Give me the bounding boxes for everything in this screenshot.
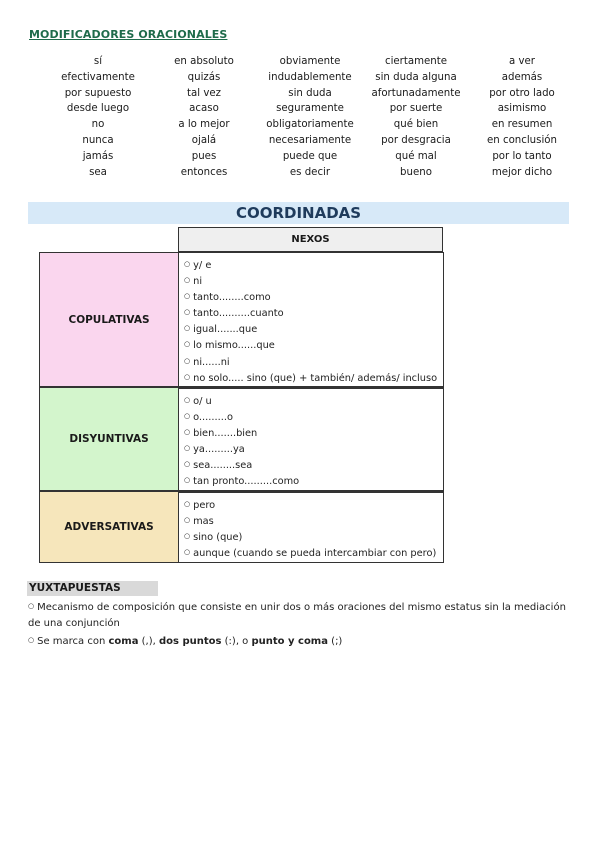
modificador-item: además bbox=[501, 71, 543, 83]
modificadores-title: MODIFICADORES ORACIONALES bbox=[29, 28, 228, 41]
modificador-item: pues bbox=[191, 150, 217, 162]
modificador-item: sí bbox=[93, 56, 103, 67]
modificador-item: es decir bbox=[289, 166, 331, 178]
modificador-item: desde luego bbox=[66, 103, 130, 115]
bullet-icon: ○ bbox=[28, 602, 35, 610]
modificador-item: en resumen bbox=[491, 119, 553, 131]
modificador-item: qué bien bbox=[393, 119, 439, 131]
bullet-icon: ○ bbox=[184, 356, 191, 365]
bullet-icon: ○ bbox=[28, 636, 35, 644]
yuxtapuestas-point-2: ○ Se marca con coma (,), dos puntos (:), o punto y coma (;) bbox=[28, 632, 573, 650]
modificador-item: por desgracia bbox=[381, 134, 451, 146]
copulativas-row bbox=[39, 252, 444, 387]
modificador-item: acaso bbox=[189, 103, 219, 115]
bullet-icon: ○ bbox=[184, 260, 191, 268]
copulativas-nexos bbox=[178, 252, 444, 387]
bullet-icon: ○ bbox=[184, 324, 191, 333]
bullet-icon: ○ bbox=[184, 548, 191, 557]
nexo-item: ○ ni......ni bbox=[184, 354, 443, 370]
modificador-item: a ver bbox=[509, 56, 535, 67]
modificador-item: bueno bbox=[400, 166, 432, 178]
modificador-item: jamás bbox=[82, 150, 114, 162]
bullet-icon: ○ bbox=[184, 372, 191, 381]
modificador-item: quizás bbox=[187, 71, 221, 83]
modificador-item: a lo mejor bbox=[178, 119, 230, 131]
bullet-icon: ○ bbox=[184, 516, 191, 525]
bullet-icon: ○ bbox=[184, 532, 191, 541]
modificador-item: en absoluto bbox=[174, 56, 234, 67]
nexo-item: ○ mas bbox=[184, 513, 443, 529]
modificador-item: ojalá bbox=[191, 134, 217, 146]
modificador-item: sea bbox=[89, 166, 107, 178]
modificador-item: por otro lado bbox=[489, 87, 555, 99]
nexo-item: ○ no solo..... sino (que) + también/ además/ incluso bbox=[184, 370, 443, 386]
modificador-item: asimismo bbox=[497, 103, 547, 115]
nexo-item: ○ igual.......que bbox=[184, 321, 443, 337]
modificador-item: no bbox=[91, 119, 105, 131]
nexo-item: ○ ya.........ya bbox=[184, 441, 443, 457]
bullet-icon: ○ bbox=[184, 412, 191, 421]
copulativas-label: COPULATIVAS bbox=[39, 252, 178, 387]
modificador-item: por lo tanto bbox=[492, 150, 552, 162]
disyuntivas-row bbox=[39, 387, 444, 491]
modificador-item: puede que bbox=[282, 150, 338, 162]
modificador-item: en conclusión bbox=[487, 134, 557, 146]
nexo-item: ○ o.........o bbox=[184, 409, 443, 425]
modificador-item: seguramente bbox=[276, 103, 344, 115]
yuxtapuestas-body bbox=[28, 598, 573, 650]
nexo-item: ○ lo mismo......que bbox=[184, 337, 443, 353]
bullet-icon: ○ bbox=[184, 476, 191, 485]
modificador-item: sin duda bbox=[288, 87, 332, 99]
yuxtapuestas-title: YUXTAPUESTAS bbox=[27, 581, 158, 596]
modificador-item: obviamente bbox=[279, 56, 341, 67]
modificador-item: indudablemente bbox=[268, 71, 352, 83]
modificador-item: entonces bbox=[180, 166, 228, 178]
modificador-item: por supuesto bbox=[64, 87, 132, 99]
nexo-item: ○ tan pronto.........como bbox=[184, 473, 443, 489]
modificadores-grid bbox=[45, 54, 575, 180]
modificador-item: por suerte bbox=[389, 103, 443, 115]
nexo-item: ○ tanto........como bbox=[184, 289, 443, 305]
nexo-item: ○ sino (que) bbox=[184, 529, 443, 545]
bullet-icon: ○ bbox=[184, 308, 191, 317]
nexo-item: ○ bien.......bien bbox=[184, 425, 443, 441]
bullet-icon: ○ bbox=[184, 444, 191, 453]
bullet-icon: ○ bbox=[184, 428, 191, 437]
nexo-item: ○ y/ e bbox=[184, 257, 443, 273]
nexo-item: ○ o/ u bbox=[184, 393, 443, 409]
modificador-item: mejor dicho bbox=[491, 166, 553, 178]
modificador-item: nunca bbox=[82, 134, 114, 146]
bullet-icon: ○ bbox=[184, 396, 191, 404]
nexos-header: NEXOS bbox=[178, 227, 443, 252]
disyuntivas-label: DISYUNTIVAS bbox=[39, 387, 178, 491]
bullet-icon: ○ bbox=[184, 340, 191, 349]
modificador-item: efectivamente bbox=[61, 71, 135, 83]
modificador-item: qué mal bbox=[395, 150, 437, 162]
bullet-icon: ○ bbox=[184, 500, 191, 508]
adversativas-nexos bbox=[178, 491, 444, 563]
nexo-item: ○ aunque (cuando se pueda intercambiar con pero) bbox=[184, 545, 443, 561]
modificador-item: necesariamente bbox=[268, 134, 352, 146]
yuxtapuestas-point-1: ○ Mecanismo de composición que consiste en unir dos o más oraciones del mismo estatus sin la mediación de una conjunción bbox=[28, 598, 573, 632]
coordinadas-banner: COORDINADAS bbox=[28, 202, 569, 224]
nexo-item: ○ ni bbox=[184, 273, 443, 289]
nexo-item: ○ pero bbox=[184, 497, 443, 513]
modificador-item: obligatoriamente bbox=[266, 119, 354, 131]
adversativas-label: ADVERSATIVAS bbox=[39, 491, 178, 563]
bullet-icon: ○ bbox=[184, 292, 191, 301]
modificador-item: ciertamente bbox=[384, 56, 448, 67]
modificador-item: afortunadamente bbox=[371, 87, 461, 99]
bullet-icon: ○ bbox=[184, 276, 191, 285]
nexo-item: ○ tanto..........cuanto bbox=[184, 305, 443, 321]
disyuntivas-nexos bbox=[178, 387, 444, 491]
nexo-item: ○ sea........sea bbox=[184, 457, 443, 473]
adversativas-row bbox=[39, 491, 444, 563]
modificador-item: tal vez bbox=[187, 87, 221, 99]
modificador-item: sin duda alguna bbox=[375, 71, 457, 83]
bullet-icon: ○ bbox=[184, 460, 191, 469]
